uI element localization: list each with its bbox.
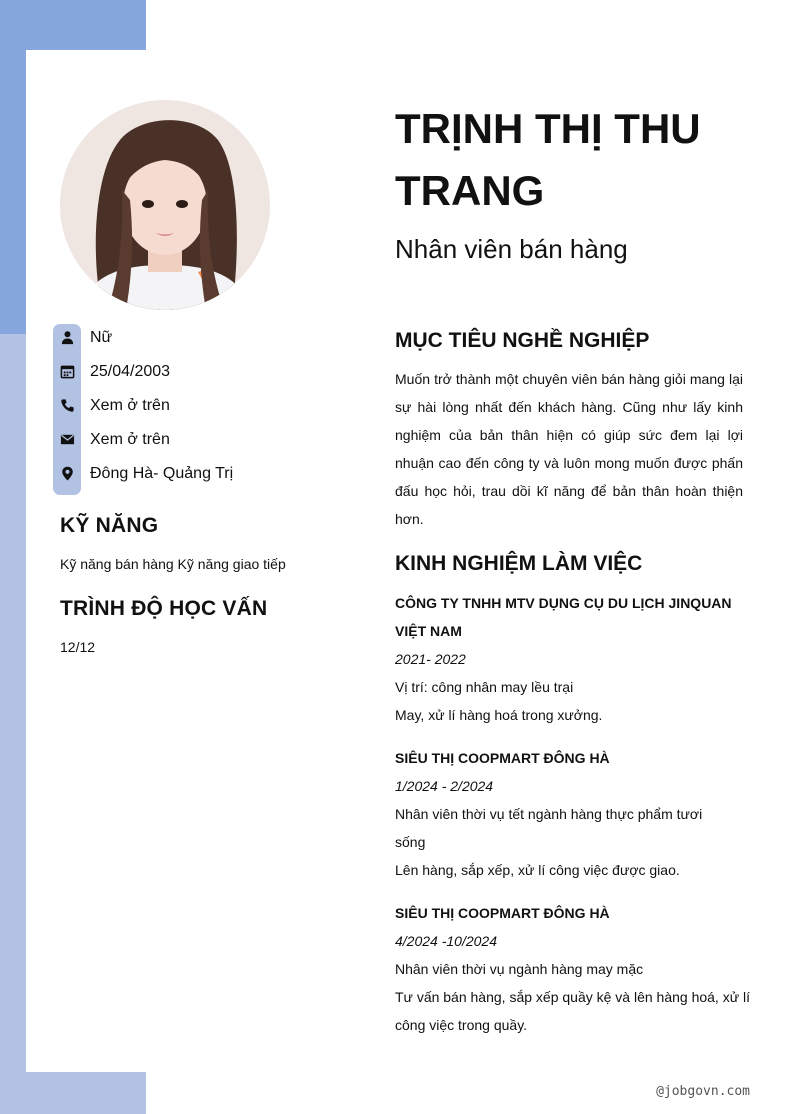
education-heading: TRÌNH ĐỘ HỌC VẤN (60, 597, 268, 620)
phone-icon (60, 398, 75, 413)
candidate-name: TRỊNH THỊ THU TRANG (395, 105, 701, 214)
job-position: Nhân viên thời vụ ngành hàng may mặc (395, 961, 644, 977)
contact-gender-value: Nữ (90, 329, 113, 346)
candidate-role: Nhân viên bán hàng (395, 234, 628, 264)
job-period: 1/2024 - 2/2024 (395, 778, 494, 794)
contact-address (53, 457, 353, 491)
job-position: Nhân viên thời vụ tết ngành hàng thực phẩm tươi sống (395, 806, 703, 850)
job-company: SIÊU THỊ COOPMART ĐÔNG HÀ (395, 750, 610, 766)
watermark: @jobgovn.com (656, 1084, 750, 1099)
skills-text: Kỹ năng bán hàng Kỹ năng giao tiếp (60, 556, 286, 572)
contact-address-value: Đông Hà- Quảng Trị (90, 465, 234, 482)
job-entry (395, 744, 755, 884)
job-period: 2021- 2022 (395, 651, 466, 667)
education-text: 12/12 (60, 639, 96, 655)
contact-email (53, 423, 353, 457)
profile-photo (60, 100, 270, 310)
contact-email-value: Xem ở trên (90, 431, 170, 448)
experience-heading: KINH NGHIỆM LÀM VIỆC (395, 552, 643, 575)
location-pin-icon (60, 465, 75, 482)
job-entry (395, 899, 755, 1039)
job-entry (395, 589, 755, 729)
job-description: May, xử lí hàng hoá trong xưởng. (395, 707, 603, 723)
job-period: 4/2024 -10/2024 (395, 933, 497, 949)
mail-icon (60, 432, 75, 447)
job-company: CÔNG TY TNHH MTV DỤNG CỤ DU LỊCH JINQUAN VIỆT NAM (395, 595, 732, 639)
contact-gender (53, 321, 353, 355)
contact-birthdate-value: 25/04/2003 (90, 363, 171, 380)
contact-birthdate (53, 355, 353, 389)
job-company: SIÊU THỊ COOPMART ĐÔNG HÀ (395, 905, 610, 921)
contact-phone-value: Xem ở trên (90, 397, 170, 414)
job-description: Lên hàng, sắp xếp, xử lí công việc được giao. (395, 862, 680, 878)
job-position: Vị trí: công nhân may lều trại (395, 679, 574, 695)
calendar-icon (60, 364, 75, 379)
objective-text: Muốn trở thành một chuyên viên bán hàng giỏi mang lại sự hài lòng nhất đến khách hàng. Cũng như lấy kinh nghiệm của bản thân hiện có giúp sức đem lại lợi nhuận cao đến công ty và luôn mong muốn được phấn đấu học hỏi, trau dồi kĩ năng để bản thân hoàn thiện hơn. (395, 371, 743, 527)
contact-phone (53, 389, 353, 423)
objective-heading: MỤC TIÊU NGHỀ NGHIỆP (395, 329, 650, 352)
person-icon (60, 330, 75, 345)
skills-heading: KỸ NĂNG (60, 514, 159, 537)
job-description: Tư vấn bán hàng, sắp xếp quầy kệ và lên hàng hoá, xử lí công việc trong quầy. (395, 989, 750, 1033)
